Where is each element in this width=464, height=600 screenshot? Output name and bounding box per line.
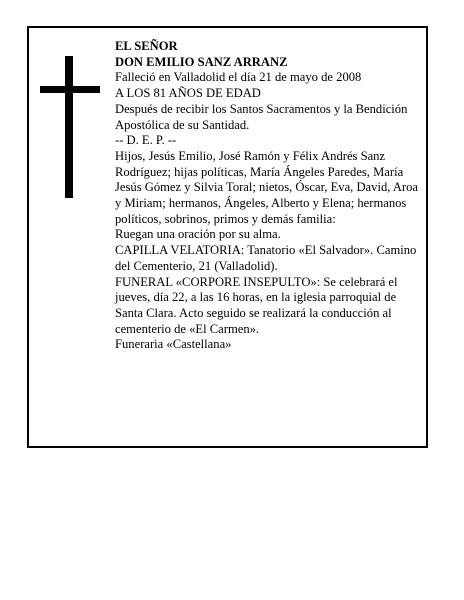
- sacraments-paragraph: Después de recibir los Santos Sacramentos y la Bendición Apostólica de su Santidad.: [115, 101, 408, 132]
- cross-icon: [40, 56, 100, 198]
- chapel-paragraph: CAPILLA VELATORIA: Tanatorio «El Salvador». Camino del Cementerio, 21 (Valladolid).: [115, 243, 417, 273]
- funeral-home: Funeraria «Castellana»: [115, 337, 232, 352]
- age-line: A LOS 81 AÑOS DE EDAD: [115, 86, 261, 101]
- notice-text: [115, 39, 425, 353]
- deceased-name: DON EMILIO SANZ ARRANZ: [115, 54, 288, 69]
- prayer-request: Ruegan una oración por su alma.: [115, 227, 281, 242]
- family-paragraph: Hijos, Jesús Emilio, José Ramón y Félix Andrés Sanz Rodríguez; hijas políticas, María Ángeles Paredes, María Jesús Gómez y Silvia Toral; nietos, Óscar, Eva, David, Aroa y Miriam; hermanos, Ángeles, Alberto y Elena; hermanos políticos, sobrinos, primos y demás familia:: [115, 148, 419, 226]
- death-date-line: Falleció en Valladolid el día 21 de mayo de 2008: [115, 70, 362, 85]
- rip-line: -- D. E. P. --: [115, 133, 177, 148]
- title-line: EL SEÑOR: [115, 39, 178, 53]
- cross-vertical-bar: [65, 56, 73, 198]
- obituary-notice: [27, 26, 428, 448]
- funeral-paragraph: FUNERAL «CORPORE INSEPULTO»: Se celebrará el jueves, día 22, a las 16 horas, en la iglesia parroquial de Santa Clara. Acto seguido se realizará la conducción al cementerio de «El Carmen».: [115, 274, 398, 336]
- cross-horizontal-bar: [40, 86, 100, 93]
